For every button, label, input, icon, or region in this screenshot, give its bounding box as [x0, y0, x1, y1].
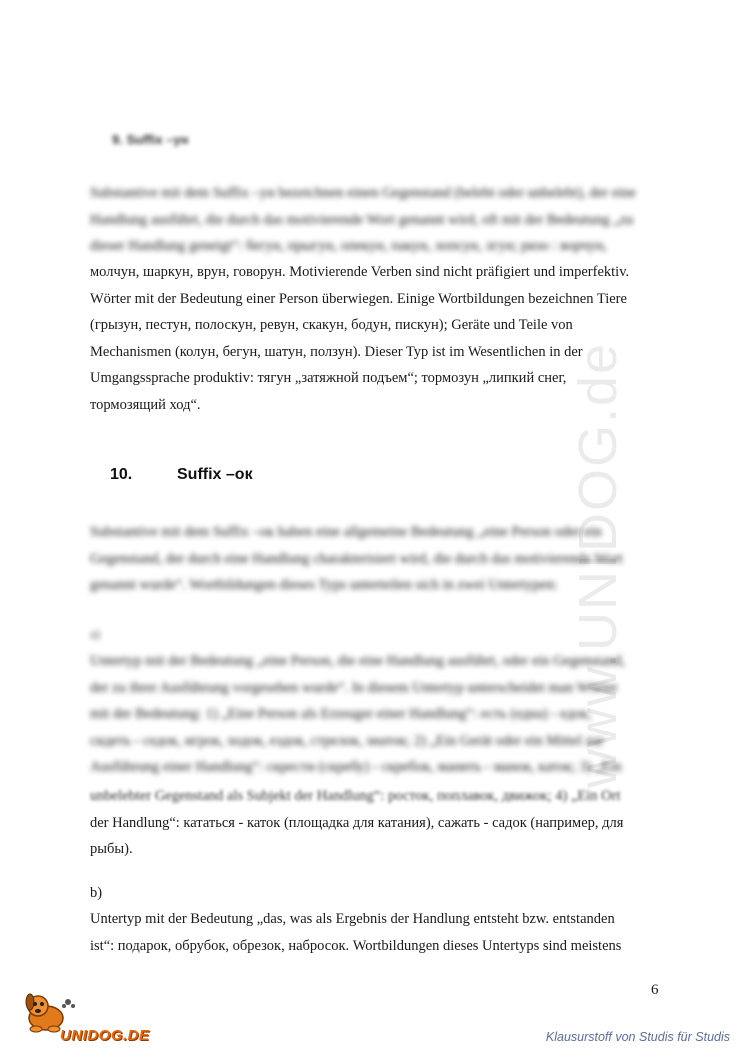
paragraph-line: Substantive mit dem Suffix –ок haben eine allgemeine Bedeutung „eine Person oder ein	[90, 524, 602, 540]
section-10-number: 10.	[110, 466, 133, 483]
paragraph-line: Ausführung einer Handlung“: скрести (скребу) - скребок, манить - манок, каток; 3) „Ein	[90, 759, 622, 775]
paragraph-line: Handlung ausführt, die durch das motivierende Wort genannt wird, oft mit der Bedeutung „zu	[90, 211, 634, 228]
subtype-b-paragraph	[90, 906, 658, 959]
paragraph-line: рыбы).	[90, 841, 133, 857]
paragraph-line: Umgangssprache produktiv: тягун „затяжной подъем“; тормозун „липкий снег,	[90, 370, 567, 386]
paragraph-line: mit der Bedeutung: 1) „Eine Person als Erzeuger einer Handlung“: есть (една) - едок,	[90, 706, 592, 722]
logo-wordmark: UNIDOG.DE	[60, 1027, 150, 1044]
subtype-b-label: b)	[90, 885, 103, 901]
footer-tagline: Klausurstoff von Studis für Studis	[545, 1030, 730, 1044]
section-9-blurred-paragraph	[90, 180, 658, 260]
paragraph-line: Untertyp mit der Bedeutung „eine Person, die eine Handlung ausführt, oder ein Gegenstand,	[90, 653, 626, 669]
paragraph-line: genannt wurde“. Wortbildungen dieses Typs unterteilen sich in zwei Untertypen:	[90, 577, 558, 593]
document-page: www.UNIDOG.de 9. Suffix –ун Substantive mit dem Suffix –ун bezeichnen einen Gegenstand (belebt oder unbelebt), der eine Handlung ausführt, die durch das motivierende Wort genannt wird, oft mit der Bedeutung „zu dieser Handlung geneigt“: бегун, прыгун, опекун, пакун, лопсун, лгун; ризо : ворчун, молчун, шаркун, врун, говорун. Motivierende Verben sind nicht präfigiert und imperfektiv. Wörter mit der Bedeutung einer Person überwiegen. Einige Wortbildungen bezeichnen Tiere (грызун, пестун, полоскун, ревун, скакун, бодун, пискун); Geräte und Teile von Mechanismen (колун, бегун, шатун, ползун). Dieser Typ ist im Wesentlichen in der Umgangssprache produktiv: тягун „затяжной подъем“; тормозун „липкий снег, тормозящий ход“. 10. Suffix –ок Substantive mit dem Suffix –ок haben eine allgemeine Bedeutung „eine Person oder ein Gegenstand, der durch eine Handlung charakterisiert wird, die durch das motivierende Wort genannt wurde“. Wortbildungen dieses Typs unterteilen sich in zwei Untertypen: a) Untertyp mit der Bedeutung „eine Person, die eine Handlung ausführt, oder ein Gegenstand, der zu ihrer Ausführung vorgesehen wurde“. In diesem Untertyp unterscheidet man Wörter mit der Bedeutung: 1) „Eine Person als Erzeuger einer Handlung“: есть (една) - едок, сидеть - седок, игрок, ходок, ездок, стрелок, знаток; 2) „Ein Gerät oder ein Mittel zur Ausführung einer Handlung“: скрести (скребу) - скребок, манить - манок, каток; 3) „Ein unbelebter Gegenstand als Subjekt der Handlung“: росток, поплавок, движок; 4) „Ein Ort der Handlung“: кататься - каток (площадка для катания), сажать - садок (например, для рыбы). b) Untertyp mit der Bedeutung „das, was als Ergebnis der Handlung entsteht bzw. entstanden ist“: подарок, обрубок, обрезок, набросок. Wortbildungen dieses Untertyps sind meistens 6 UNIDOG.DE Klausurstoff von Studis für Studis	[0, 0, 750, 1060]
page-number: 6	[651, 982, 659, 998]
section-9-heading: 9. Suffix –ун	[112, 132, 189, 147]
paragraph-line: тормозящий ход“.	[90, 396, 201, 413]
section-10-intro-paragraph	[90, 519, 658, 599]
paragraph-line: Mechanismen (колун, бегун, шатун, ползун). Dieser Typ ist im Wesentlichen in der	[90, 343, 583, 360]
paragraph-line: (грызун, пестун, полоскун, ревун, скакун, бодун, пискун); Geräte und Teile von	[90, 317, 573, 333]
paragraph-line: Gegenstand, der durch eine Handlung charakterisiert wird, die durch das motivierende Wort	[90, 550, 623, 567]
section-10-heading: Suffix –ок	[177, 466, 253, 483]
paragraph-line: der Handlung“: кататься - каток (площадка для катания), сажать - садок (например, для	[90, 814, 624, 831]
section-9-paragraph	[90, 259, 658, 418]
paragraph-line: молчун, шаркун, врун, говорун. Motivierende Verben sind nicht präfigiert und imperfektiv.	[90, 264, 630, 280]
unidog-logo	[18, 988, 168, 1032]
paragraph-line: Substantive mit dem Suffix –ун bezeichnen einen Gegenstand (belebt oder unbelebt), der eine	[90, 185, 636, 201]
subtype-a-blurred-paragraph	[90, 648, 658, 781]
subtype-a-label: a)	[90, 626, 101, 641]
paragraph-line: Wörter mit der Bedeutung einer Person überwiegen. Einige Wortbildungen bezeichnen Tiere	[90, 290, 627, 307]
paragraph-line: der zu ihrer Ausführung vorgesehen wurde“. In diesem Untertyp unterscheidet man Wörter	[90, 679, 618, 696]
paragraph-line: Untertyp mit der Bedeutung „das, was als Ergebnis der Handlung entsteht bzw. entstanden	[90, 911, 615, 927]
paragraph-line: dieser Handlung geneigt“: бегун, прыгун, опекун, пакун, лопсун, лгун; ризо : ворчун,	[90, 238, 608, 254]
paragraph-line: unbelebter Gegenstand als Subjekt der Handlung“: росток, поплавок, движок; 4) „Ein Ort	[90, 788, 621, 804]
paragraph-line: ist“: подарок, обрубок, обрезок, набросок. Wortbildungen dieses Untertyps sind meistens	[90, 937, 622, 954]
subtype-a-paragraph	[90, 783, 658, 863]
paragraph-line: сидеть - седок, игрок, ходок, ездок, стрелок, знаток; 2) „Ein Gerät oder ein Mittel zur	[90, 732, 604, 749]
